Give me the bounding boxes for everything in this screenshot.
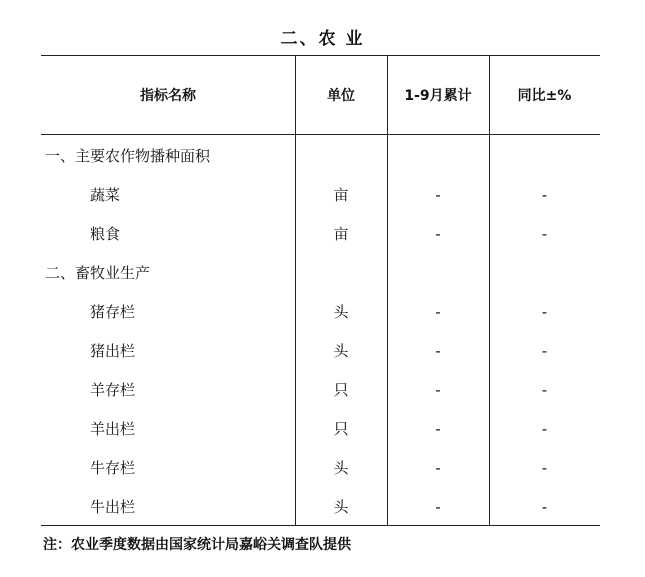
row-yoy: - bbox=[541, 497, 548, 516]
row-cumulative: - bbox=[435, 497, 441, 516]
row-cumulative: - bbox=[435, 458, 441, 477]
row-yoy: - bbox=[541, 185, 548, 204]
table-row bbox=[41, 253, 600, 292]
footnote: 注：农业季度数据由国家统计局嘉峪关调查队提供 bbox=[43, 537, 351, 553]
table-row bbox=[41, 448, 600, 487]
row-name: 羊出栏 bbox=[90, 420, 136, 438]
row-unit: 只 bbox=[333, 381, 349, 399]
row-cumulative: - bbox=[435, 185, 441, 204]
table-row bbox=[41, 487, 600, 526]
row-unit: 亩 bbox=[333, 225, 349, 243]
table-row bbox=[41, 331, 600, 370]
row-unit bbox=[295, 136, 387, 175]
row-cumulative: - bbox=[435, 224, 441, 243]
row-name: 蔬菜 bbox=[90, 186, 121, 204]
row-name: 一、主要农作物播种面积 bbox=[45, 147, 211, 165]
row-yoy bbox=[489, 136, 600, 175]
row-unit: 头 bbox=[333, 498, 349, 516]
table-row bbox=[41, 409, 600, 448]
row-name: 粮食 bbox=[90, 225, 121, 243]
row-cumulative bbox=[387, 253, 489, 292]
row-name: 牛出栏 bbox=[90, 498, 136, 516]
row-name: 二、畜牧业生产 bbox=[45, 264, 151, 282]
row-yoy bbox=[489, 253, 600, 292]
agriculture-table bbox=[41, 55, 600, 526]
row-unit: 头 bbox=[333, 459, 349, 477]
table-row bbox=[41, 136, 600, 175]
row-unit: 头 bbox=[333, 342, 349, 360]
table-row bbox=[41, 370, 600, 409]
row-yoy: - bbox=[541, 302, 548, 321]
row-cumulative bbox=[387, 136, 489, 175]
row-unit: 只 bbox=[333, 420, 349, 438]
table-row bbox=[41, 214, 600, 253]
row-yoy: - bbox=[541, 224, 548, 243]
row-yoy: - bbox=[541, 341, 548, 360]
header-yoy: 同比±% bbox=[517, 88, 572, 104]
header-divider bbox=[41, 134, 600, 135]
row-cumulative: - bbox=[435, 302, 441, 321]
row-name: 羊存栏 bbox=[90, 381, 136, 399]
row-cumulative: - bbox=[435, 419, 441, 438]
row-cumulative: - bbox=[435, 341, 441, 360]
row-yoy: - bbox=[541, 458, 548, 477]
table-row bbox=[41, 175, 600, 214]
table-row bbox=[41, 292, 600, 331]
row-name: 猪存栏 bbox=[90, 303, 136, 321]
row-name: 猪出栏 bbox=[90, 342, 136, 360]
row-unit: 亩 bbox=[333, 186, 349, 204]
row-yoy: - bbox=[541, 380, 548, 399]
header-cumulative: 1-9月累计 bbox=[404, 88, 472, 104]
row-cumulative: - bbox=[435, 380, 441, 399]
page-title: 二、农 业 bbox=[280, 29, 365, 49]
row-unit: 头 bbox=[333, 303, 349, 321]
row-yoy: - bbox=[541, 419, 548, 438]
header-name: 指标名称 bbox=[140, 88, 196, 104]
row-name: 牛存栏 bbox=[90, 459, 136, 477]
header-unit: 单位 bbox=[327, 88, 355, 104]
row-unit bbox=[295, 253, 387, 292]
